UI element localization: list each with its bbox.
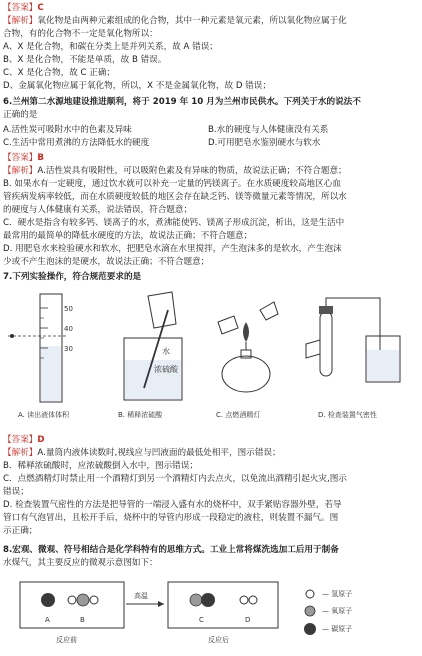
analysis-line: 【解析】氧化物是由两种元素组成的化合物，其中一种元素是氧元素，所以氧化物应属于化 xyxy=(3,16,347,26)
text-line: 少或不产生泡沫的是硬水，故说法正确；不符合题意； xyxy=(3,257,210,267)
condition-label: 高温 xyxy=(134,592,148,600)
legend-swatches xyxy=(300,586,320,638)
hand-grip xyxy=(306,340,320,358)
text-line: 示正确； xyxy=(3,526,38,536)
q7-stem: 7.下列实验操作，符合规范要求的是 xyxy=(3,272,142,282)
beaker-water xyxy=(367,350,399,381)
q6-answer-line: 【答案】B xyxy=(3,153,44,163)
pouring-beaker xyxy=(148,292,176,328)
airtight-figure xyxy=(300,292,410,400)
q6-option-c: C.生活中常用煮沸的方法降低水的硬度 xyxy=(3,138,150,148)
lamp-figure xyxy=(208,292,284,400)
text-line: 管疾病发病率较低，而在水质硬度较低的地区会存在缺乏钙、镁等微量元素等情况，所以水 xyxy=(3,192,347,202)
text-line: B．稀释浓硫酸时，应浓硫酸倒入水中，图示错误； xyxy=(3,461,198,471)
hydrogen-legend-icon xyxy=(306,590,314,598)
q6-option-b: B.水的硬度与人体健康没有关系 xyxy=(208,125,329,135)
text-line: D. 检查装置气密性的方法是把导管的一端浸入盛有水的烧杯中，双手紧贴容器外壁，若导 xyxy=(3,500,342,510)
oxygen-atom xyxy=(77,594,89,606)
dilution-figure xyxy=(110,288,200,406)
lamp-neck xyxy=(241,350,251,358)
text-line: 的硬度与人体健康有关系，说法错误，符合题意； xyxy=(3,205,193,215)
carbon-legend-icon xyxy=(304,623,316,635)
hand-lamp xyxy=(218,316,238,334)
letter-c: C xyxy=(199,616,204,624)
arrow-head xyxy=(158,601,164,607)
tick-label: 30 xyxy=(64,345,73,353)
answer-line: 【答案】C xyxy=(3,3,44,13)
q7-answer-line: 【答案】D xyxy=(3,435,45,445)
text-line: 合物，有的化合物不一定是氧化物所以： xyxy=(3,29,158,39)
text-line: D、金属氧化物应属于氧化物，所以，X 不是金属氧化物，故 D 错误； xyxy=(3,81,271,91)
text-line: C．硬水是指含有较多钙、镁离子的水，煮沸能使钙、镁离子形成沉淀，析出，这是生活中 xyxy=(3,218,345,228)
q7-analysis-line: 【解析】A.量筒内液体读数时,视线应与凹液面的最低处相平，图示错误； xyxy=(3,448,281,458)
lamp-body xyxy=(222,356,270,392)
test-tube xyxy=(320,312,332,376)
q6-analysis-line: 【解析】A.活性炭具有吸附性，可以吸附色素及有异味的物质，故说法正确；不符合题意； xyxy=(3,166,347,176)
text-line: 错误； xyxy=(3,487,29,497)
letter-a: A xyxy=(45,616,50,624)
tick-label: 50 xyxy=(64,305,73,313)
letter-b: B xyxy=(80,616,85,624)
hydrogen-atom xyxy=(90,596,98,604)
oxygen-legend-icon xyxy=(305,606,315,616)
caption-a: A. 读出液体体积 xyxy=(18,411,70,419)
legend-carbon: — 碳原子 xyxy=(322,625,353,633)
after-label: 反应后 xyxy=(208,636,229,644)
text-line: 最常用的最简单的降低水硬度的方法，故说法正确；不符合题意； xyxy=(3,231,253,241)
carbon-atom xyxy=(201,593,215,607)
stopper xyxy=(319,306,333,314)
before-label: 反应前 xyxy=(56,636,77,644)
q8-stem: 8.宏观、微观、符号相结合是化学科特有的思维方式。工业上常将煤洗选加工后用于制备 xyxy=(3,545,339,555)
q6-option-a: A.活性炭可吸附水中的色素及异味 xyxy=(3,125,132,135)
hydrogen-atom xyxy=(249,596,257,604)
q6-stem-cont: 正确的是 xyxy=(3,110,38,120)
text-line: B、X 是化合物，不能是单质，故 B 错误。 xyxy=(3,55,167,65)
legend-hydrogen: — 氢原子 xyxy=(322,590,353,598)
legend-oxygen: — 氧原子 xyxy=(322,607,353,615)
hand-right xyxy=(260,302,278,320)
letter-d: D xyxy=(245,616,251,624)
product-box xyxy=(168,582,278,628)
hydrogen-atom xyxy=(68,596,76,604)
acid-label: 浓硫酸 xyxy=(154,365,178,374)
caption-c: C. 点燃酒精灯 xyxy=(216,411,261,419)
cylinder-figure xyxy=(8,286,92,404)
text-line: 管口有气泡冒出，且松开手后，烧杯中的导管内形成一段稳定的液柱，则装置不漏气。图 xyxy=(3,513,339,523)
flame xyxy=(243,322,249,342)
q6-options-row1 xyxy=(3,124,418,137)
tick-label: 40 xyxy=(64,325,73,333)
q8-stem-cont: 水煤气，其主要反应的微观示意图如下： xyxy=(3,558,158,568)
hydrogen-atom xyxy=(240,596,248,604)
text-line: C、X 是化合物，故 C 正确； xyxy=(3,68,116,78)
carbon-atom xyxy=(41,593,55,607)
reaction-diagram xyxy=(14,576,284,654)
caption-b: B. 稀释浓硫酸 xyxy=(118,411,163,419)
eye-mark xyxy=(10,334,14,338)
q6-options-row2 xyxy=(3,137,418,150)
text-line: D. 用肥皂水来检验硬水和软水，把肥皂水滴在水里搅拌，产生泡沫多的是软水，产生泡沫 xyxy=(3,244,342,254)
cylinder-liquid xyxy=(41,346,61,401)
water-label: 水 xyxy=(162,347,170,356)
oxygen-atom xyxy=(190,594,202,606)
q6-option-d: D.可用肥皂水鉴别硬水与软水 xyxy=(208,138,321,148)
text-line: C．点燃酒精灯时禁止用一个酒精灯到另一个酒精灯内去点火，以免流出酒精引起火灾,图示 xyxy=(3,474,347,484)
text-line: B. 如果水有一定硬度，通过饮水就可以补充一定量的钙镁离子。在水质硬度较高地区心血 xyxy=(3,179,341,189)
text-line: A、X 是化合物，和碳在分类上是并列关系，故 A 错误； xyxy=(3,42,218,52)
caption-d: D. 检查装置气密性 xyxy=(318,411,377,419)
reactant-box xyxy=(20,582,124,628)
q6-stem: 6.兰州第二水源地建设推进顺利，将于 2019 年 10 月为兰州市民供水。下列关于水的说法不 xyxy=(3,97,361,107)
